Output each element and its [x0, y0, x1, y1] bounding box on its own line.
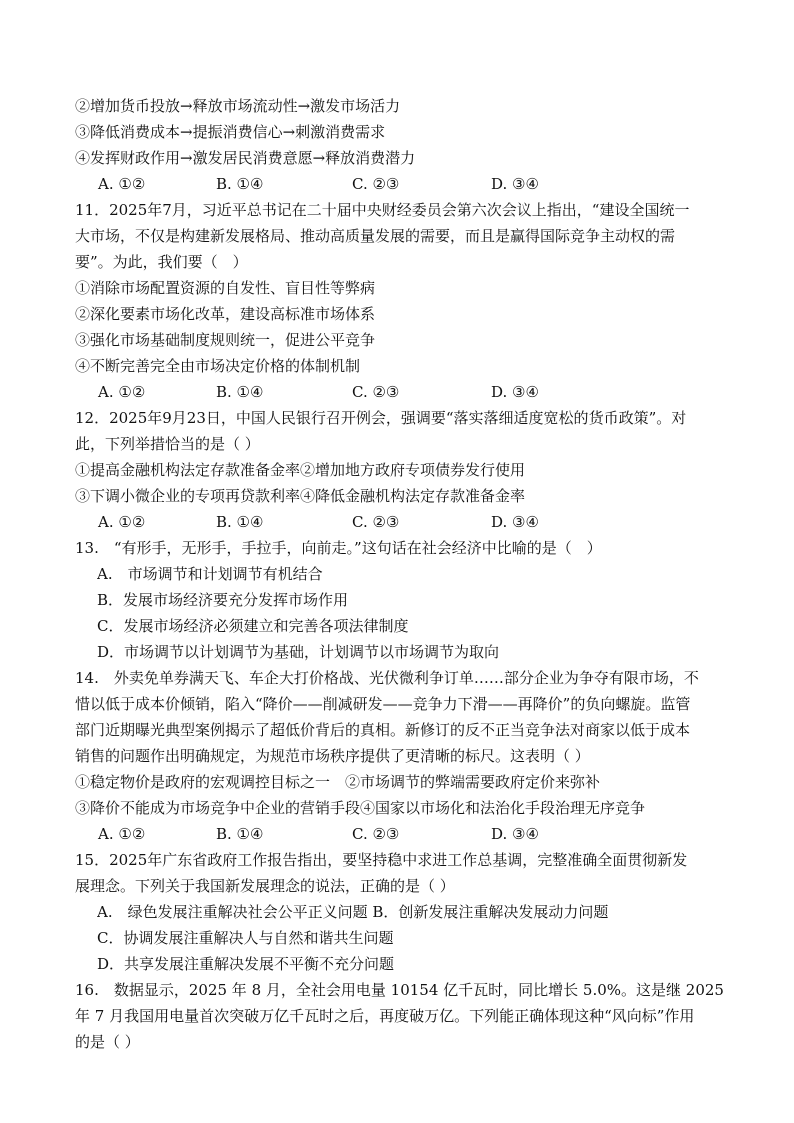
q11-stem-line-1: 11．2025年7月，习近平总书记在二十届中央财经委员会第六次会议上指出，“建设全国统一: [75, 201, 690, 219]
q14-stem-line-3: 部门近期曝光典型案例揭示了超低价背后的真相。新修订的反不正当竞争法对商家以低于成本: [75, 721, 691, 739]
q14-option-b: B. ①④: [216, 825, 264, 843]
q14-option-c: C. ②③: [352, 825, 400, 843]
q11-option-a: A. ①②: [98, 383, 146, 401]
q10-item-4: ④发挥财政作用→激发居民消费意愿→释放消费潜力: [75, 149, 416, 167]
q15-choice-c: C．协调发展注重解决人与自然和谐共生问题: [97, 929, 394, 947]
q11-item-2: ②深化要素市场化改革，建设高标准市场体系: [75, 305, 376, 323]
q12-item-row-2: ③下调小微企业的专项再贷款利率④降低金融机构法定存款准备金率: [75, 487, 526, 505]
q12-item-row-1: ①提高金融机构法定存款准备金率②增加地方政府专项债券发行使用: [75, 461, 526, 479]
q13-choice-b: B．发展市场经济要充分发挥市场作用: [97, 591, 349, 609]
q16-stem-line-1: 16. 数据显示，2025 年 8 月，全社会用电量 10154 亿千瓦时，同比增长 5.0%。这是继 2025: [75, 981, 724, 999]
q12-option-a: A. ①②: [98, 513, 146, 531]
q12-stem-line-2: 此，下列举措恰当的是（ ）: [75, 435, 260, 453]
q14-item-row-2: ③降价不能成为市场竞争中企业的营销手段④国家以市场化和法治化手段治理无序竞争: [75, 799, 646, 817]
q10-item-2: ②增加货币投放→释放市场流动性→激发市场活力: [75, 97, 401, 115]
q16-stem-line-2: 年 7 月我国用电量首次突破万亿千瓦时之后，再度破万亿。下列能正确体现这种“风向标”作用: [75, 1007, 695, 1025]
q14-options: [98, 824, 698, 844]
q15-stem-line-1: 15．2025年广东省政府工作报告指出，要坚持稳中求进工作总基调，完整准确全面贯彻新发: [75, 851, 688, 869]
q13-choice-c: C．发展市场经济必须建立和完善各项法律制度: [97, 617, 409, 635]
q13-stem: 13. “有形手，无形手，手拉手，向前走。”这句话在社会经济中比喻的是（ ）: [75, 539, 602, 557]
q13-choice-d: D．市场调节以计划调节为基础，计划调节以市场调节为取向: [97, 643, 500, 661]
q11-item-4: ④不断完善完全由市场决定价格的体制机制: [75, 357, 361, 375]
q14-option-a: A. ①②: [98, 825, 146, 843]
q10-options: [98, 174, 698, 194]
q11-stem-line-2: 大市场，不仅是构建新发展格局、推动高质量发展的需要，而且是赢得国际竞争主动权的需: [75, 227, 676, 245]
q12-options: [98, 512, 698, 532]
q14-item-row-1: ①稳定物价是政府的宏观调控目标之一 ②市场调节的弊端需要政府定价来弥补: [75, 773, 601, 791]
q11-stem-line-3: 要”。为此，我们要（ ）: [75, 253, 248, 271]
q12-option-b: B. ①④: [216, 513, 264, 531]
q11-item-3: ③强化市场基础制度规则统一，促进公平竞争: [75, 331, 376, 349]
q14-stem-line-4: 销售的问题作出明确规定，为规范市场秩序提供了更清晰的标尺。这表明（ ）: [75, 747, 590, 765]
q12-option-c: C. ②③: [352, 513, 400, 531]
q10-option-b: B. ①④: [216, 175, 264, 193]
q15-choice-d: D．共享发展注重解决发展不平衡不充分问题: [97, 955, 395, 973]
q11-option-b: B. ①④: [216, 383, 264, 401]
q11-item-1: ①消除市场配置资源的自发性、盲目性等弊病: [75, 279, 376, 297]
q11-option-c: C. ②③: [352, 383, 400, 401]
q10-option-d: D. ③④: [491, 175, 539, 193]
q10-item-3: ③降低消费成本→提振消费信心→刺激消费需求: [75, 123, 386, 141]
q12-option-d: D. ③④: [491, 513, 539, 531]
q11-option-d: D. ③④: [491, 383, 539, 401]
q14-stem-line-1: 14. 外卖免单券满天飞、车企大打价格战、光伏微利争订单……部分企业为争夺有限市场，不: [75, 669, 699, 687]
q10-option-c: C. ②③: [352, 175, 400, 193]
q14-stem-line-2: 惜以低于成本价倾销，陷入“降价——削减研发——竞争力下滑——再降价”的负向螺旋。监管: [75, 695, 691, 713]
q16-stem-line-3: 的是（ ）: [75, 1033, 140, 1051]
q12-stem-line-1: 12．2025年9月23日，中国人民银行召开例会，强调要“落实落细适度宽松的货币政策”。对: [75, 409, 687, 427]
q15-stem-line-2: 展理念。下列关于我国新发展理念的说法，正确的是（ ）: [75, 877, 455, 895]
q13-choice-a: A. 市场调节和计划调节有机结合: [97, 565, 323, 583]
q14-option-d: D. ③④: [491, 825, 539, 843]
q15-choice-a-b: A. 绿色发展注重解决社会公平正义问题 B．创新发展注重解决发展动力问题: [97, 903, 609, 921]
q10-option-a: A. ①②: [98, 175, 146, 193]
q11-options: [98, 382, 698, 402]
